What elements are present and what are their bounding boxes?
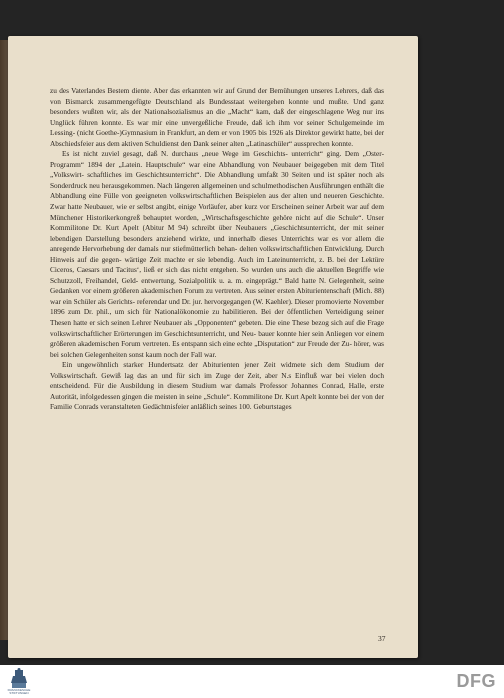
- text-line: allgemeinen und schulmethodischen Ausführungen enthält die Abhandlung: [50, 180, 384, 201]
- book-page: [8, 36, 418, 658]
- text-line: unterricht“ ging. Dem „Oster-Programm“ 1894 der „Latein. Hauptschule“ war: [50, 149, 385, 169]
- paragraph: [50, 149, 384, 360]
- text-line: eine Fülle von geeigneten volkswirtschaftlichen Beispielen aus der alten: [88, 191, 308, 201]
- text-line: Aus seiner ersten Abiturientenschaft (Mich. 88) war ein Schüler als Gerichts-: [50, 286, 385, 306]
- text-line: schaftliches im Geschichtsunterricht“. Die Abhandlung umfaßt 30 Seiten: [87, 170, 311, 180]
- text-line: wurden uns auch die aktuellen Begriffe wie Schutzzoll, Freihandel, Geld-: [50, 265, 384, 285]
- text-line: sich im Zuge der Zeit, aber N.s Einfluß war bei vielen doch entscheidend.: [50, 370, 385, 391]
- text-line: 1926 als Direktor gewirkt hatte, bei der Abschiedsfeier aus dem aktiven: [50, 128, 384, 148]
- text-line: Conrads veranstalteten Gedächtnisfeier anläßlich seines 100. Geburtstages: [74, 402, 292, 412]
- text-line: Und ganz besonders wußten wir, als der Nationalsozialismus an die „Macht“: [50, 96, 385, 117]
- text-line: und neueren Geschichte. Zwar hatte Neubauer, wie er selbst angibt, einige: [50, 191, 385, 212]
- text-line: Lessing- (nicht Goethe-)Gymnasium in Frankfurt, an dem er von 1905 bis: [50, 128, 267, 138]
- text-line: Neubauer als „Opponenten“ gebeten. Die eine These bezog sich auf die: [153, 318, 366, 328]
- text-line: Schuldienst den Dank seiner alten „Latinaschüler“ aussprechen konnte.: [144, 138, 354, 148]
- text-line: widmete sich dem Studium der Volkswirtschaft. Gewiß lag das an und für: [50, 360, 384, 380]
- text-line: bauer konnte hier sein Anliegen vor einem größeren akademischen Forum: [50, 328, 385, 349]
- text-line: kam, daß der eingeschlagene Weg nur ins Unglück führen konnte. Es war: [50, 107, 384, 127]
- paragraph: [50, 360, 384, 413]
- text-line: hörer, was bei solchen Gelegenheiten sonst kaum noch der Fall war.: [50, 339, 385, 359]
- page-number: 37: [378, 634, 386, 643]
- text-line: Es ist nicht zuviel gesagt, daß N. durchaus „neue Wege im Geschichts-: [62, 149, 288, 159]
- text-line: Vorläufer, aber kurz vor Erscheinen seiner Arbeit war auf dem Münchener: [50, 202, 384, 222]
- text-line: und ist später noch als Sonderdruck neu herausgekommen. Nach längeren: [50, 170, 385, 190]
- text-line: zu des Vaterlandes Bestem diente. Aber das erkannten wir auf Grund der: [50, 86, 268, 95]
- text-line: Conrad, Halle, erste Autorität, infolgedessen gingen die meisten in seine: [50, 381, 385, 401]
- text-line: Ein ungewöhnlich starker Hundertsatz der Abiturienten jener Zeit: [62, 360, 276, 370]
- paragraph: [50, 86, 384, 149]
- body-text: [50, 86, 384, 413]
- text-line: seine Gedanken vor einem größeren akademischen Forum zu vertreten.: [50, 275, 384, 296]
- text-line: Deutschland als Bundesstaat weitergehen konnte und mußte.: [155, 96, 349, 106]
- text-line: besonders anziehend wirkte, und innerhalb dieses Unterrichts war es vor: [123, 233, 352, 243]
- text-line: über Neubauers „Geschichtsunterricht, der mit seiner lebendigen Darstellung: [50, 223, 385, 243]
- text-line: mir eine unvergeßliche Freude, daß ich ihm vor seiner Schulgemeinde im: [152, 117, 385, 127]
- text-line: Bei der öffentlichen Verteidigung seiner Thesen hatte er sich seinen Lehrer: [50, 307, 385, 328]
- text-line: Für die Ausbildung in diesem Studium war damals Professor Johannes: [93, 381, 318, 391]
- text-line: „Schule“. Kommilitone Dr. Kurt Apelt konnte bei der von der Familie: [50, 391, 385, 412]
- text-line: allem die anregende Hervorhebung der damals nur stiefmütterlich behan-: [50, 233, 384, 254]
- text-line: referendar und Dr. jur. hervorgegangen (W. Kaehler). Dieser promovierte: [136, 296, 352, 306]
- text-line: Frage volkswirtschaftlicher Erörterungen im Geschichtsunterricht, und Neu-: [50, 318, 384, 338]
- text-line: Historikerkongreß behauptet worden, „Wirtschaftsgeschichte gehöre nicht: [86, 212, 311, 222]
- text-line: eine Abhandlung von Neubauer beigegeben mit dem Titel „Volkswirt-: [50, 159, 384, 180]
- text-line: wärtige Zeit machte er sie lebendig. Auch im Lateinunterricht, z. B. bei der: [124, 254, 359, 264]
- footer-bar: [0, 665, 504, 698]
- text-line: delten volkswirtschaftlichen Entwicklung. Durch Hinweis auf die gegen-: [50, 244, 385, 264]
- text-line: entwertung, Sozialpolitik u. a. m. eingeprägt.“ Bald hatte N. Gelegenheit,: [141, 275, 367, 285]
- dfg-logo: DFG: [456, 671, 496, 691]
- text-line: Bemühungen unseres Lehrers, daß das von Bismarck zusammengefügte: [50, 86, 384, 106]
- text-line: Lektüre Ciceros, Caesars und Tacitus‘, ließ er sich das nicht entgehen. So: [50, 254, 384, 275]
- text-line: auf die Schule“. Unser Kommilitone Dr. Kurt Apelt (Abitur M 94) schreibt: [50, 212, 384, 233]
- text-line: November 1896 zum Dr. phil., um sich für Nationalökonomie zu habilitieren.: [50, 296, 384, 317]
- franckesche-stiftungen-label: FRANCKESCHE STIFTUNGEN: [7, 688, 31, 695]
- text-line: vertreten. Es entspann sich eine echte „Disputation“ zur Freude der Zu-: [142, 339, 352, 349]
